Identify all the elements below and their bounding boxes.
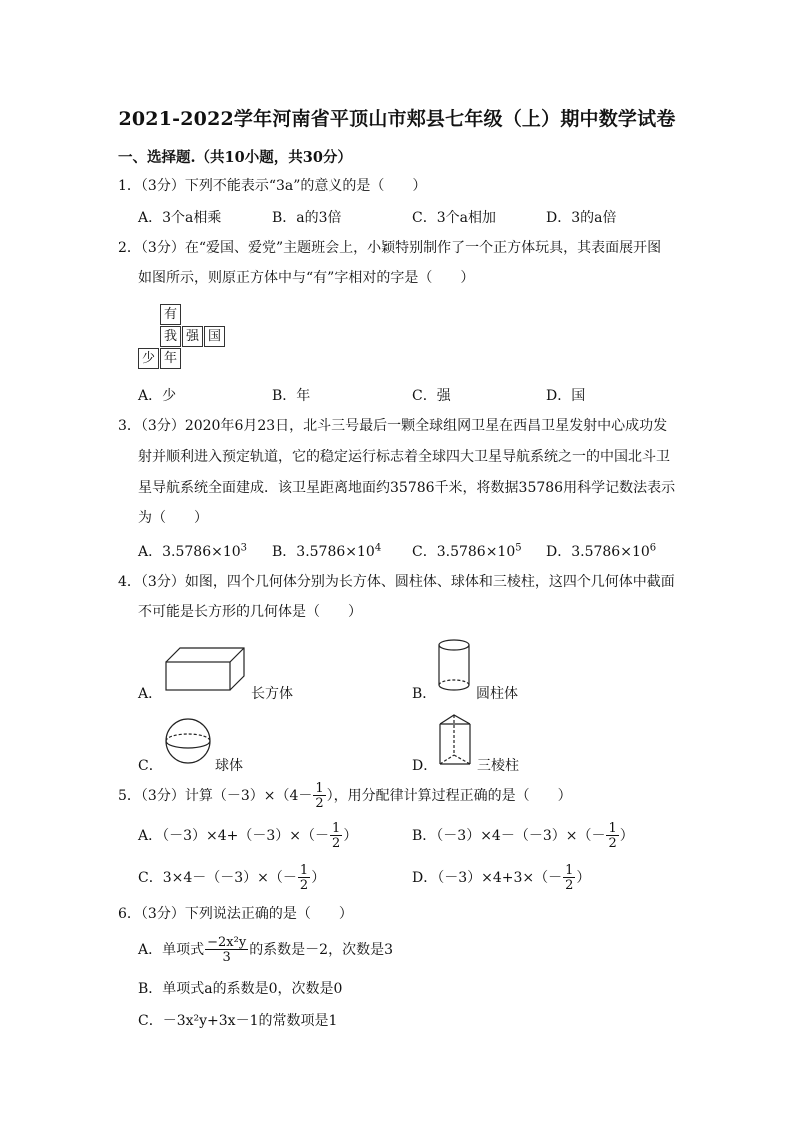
question-4-line-1: 4．（3分）如图，四个几何体分别为长方体、圆柱体、球体和三棱柱，这四个几何体中截面 (118, 574, 675, 590)
q5-option-d: D．（－3）×4+3×（－ $\frac{1}{2}$ ） (412, 863, 591, 893)
cylinder-icon (434, 636, 474, 696)
question-3-line-1: 3．（3分）2020年6月23日，北斗三号最后一颗全球组网卫星在西昌卫星发射中心成功发 (118, 418, 668, 434)
q1-option-c: C．3个a相加 (412, 210, 496, 226)
cube-net-figure (138, 304, 230, 370)
q3-option-b: B．$3.5786\times 10^4$ (272, 542, 382, 560)
net-cell: 少 (138, 348, 159, 369)
question-3-line-3: 星导航系统全面建成．该卫星距离地面约35786千米，将数据35786用科学记数法表示 (138, 480, 676, 496)
question-4-line-2: 不可能是长方形的几何体是（ ） (138, 604, 362, 620)
q4-label-a: 长方体 (251, 686, 293, 702)
fraction: $\frac{1}{2}$ (315, 781, 324, 811)
section-heading: 一、选择题.（共10小题，共30分） (118, 149, 352, 166)
q1-option-b: B．a的3倍 (272, 210, 342, 226)
cuboid-icon (160, 642, 250, 694)
q4-option-d: D． (412, 758, 438, 774)
q4-label-d: 三棱柱 (477, 758, 519, 774)
net-cell: 国 (204, 326, 225, 347)
net-cell: 强 (182, 326, 203, 347)
question-2-line-2: 如图所示，则原正方体中与“有”字相对的字是（ ） (138, 270, 475, 286)
q4-option-c: C． (138, 758, 163, 774)
q4-option-b: B． (412, 686, 437, 702)
q4-option-a: A． (138, 686, 163, 702)
q3-option-c: C．$3.5786\times 10^5$ (412, 542, 522, 560)
net-cell: 年 (160, 348, 181, 369)
q4-label-c: 球体 (215, 758, 243, 774)
net-cell: 我 (160, 326, 181, 347)
q4-label-b: 圆柱体 (476, 686, 518, 702)
q1-option-a: A．3个a相乘 (138, 210, 222, 226)
q6-option-b: B．单项式a的系数是0，次数是0 (138, 981, 343, 997)
q2-option-d: D．国 (546, 388, 586, 404)
q2-option-a: A．少 (138, 388, 177, 404)
q2-option-b: B．年 (272, 388, 311, 404)
q1-option-d: D．3的a倍 (546, 210, 617, 226)
q2-option-c: C．强 (412, 388, 451, 404)
sphere-icon (163, 716, 213, 766)
q3-option-d: D．$3.5786\times 10^6$ (546, 542, 657, 560)
question-2-line-1: 2．（3分）在“爱国、爱党”主题班会上，小颖特别制作了一个正方体玩具，其表面展开图 (118, 240, 662, 256)
net-cell: 有 (160, 304, 181, 325)
q5-option-a: A．（－3）×4+（－3）×（－ $\frac{1}{2}$ ） (138, 821, 358, 851)
q6-option-c: C．－3x²y+3x－1的常数项是1 (138, 1013, 338, 1029)
question-6-stem: 6．（3分）下列说法正确的是（ ） (118, 906, 353, 922)
question-3-line-2: 射并顺利进入预定轨道，它的稳定运行标志着全球四大卫星导航系统之一的中国北斗卫 (138, 449, 670, 465)
page-title: 2021-2022学年河南省平顶山市郏县七年级（上）期中数学试卷 (118, 108, 676, 130)
question-5-stem: 5．（3分）计算（－3）×（4－ $\frac{1}{2}$ ），用分配律计算过程正确的是（ ） (118, 781, 572, 811)
q6-option-a: A．单项式 $\frac{\text{−2x²y}}{3}$ 的系数是－2，次数是3 (138, 935, 394, 965)
question-1-stem: 1．（3分）下列不能表示“3a”的意义的是（ ） (118, 178, 427, 194)
question-3-line-4: 为（ ） (138, 510, 208, 526)
triangular-prism-icon (436, 712, 476, 772)
q5-option-b: B．（－3）×4－（－3）×（－ $\frac{1}{2}$ ） (412, 821, 634, 851)
q5-option-c: C．3×4－（－3）×（－ $\frac{1}{2}$ ） (138, 863, 326, 893)
q3-option-a: A．$3.5786\times 10^3$ (138, 542, 248, 560)
